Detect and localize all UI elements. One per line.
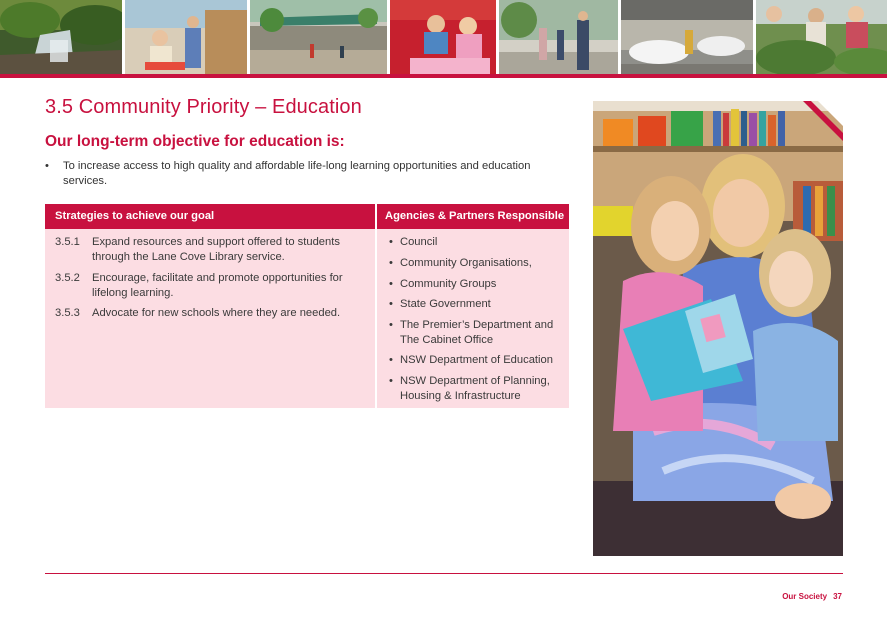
agency-item [389, 256, 564, 271]
agency-text: The Premier’s Department and The Cabinet Office [400, 319, 554, 346]
agency-item [389, 353, 564, 368]
column-divider [375, 204, 377, 408]
table-header [45, 204, 569, 229]
header-agencies: Agencies & Partners Responsible [385, 210, 565, 222]
footer-section-label: Our Society [782, 592, 828, 601]
strategy-text: Encourage, facilitate and promote opportunities for lifelong learning. [92, 272, 343, 299]
strategy-number: 3.5.1 [55, 236, 80, 248]
bullet-icon: • [389, 319, 393, 331]
banner-photo-children-playing [125, 0, 247, 74]
banner-photo-waterfall [0, 0, 122, 74]
bullet-icon: • [389, 257, 393, 269]
banner-divider [0, 74, 887, 78]
objective-bullet [45, 159, 555, 189]
footer-divider [45, 573, 843, 574]
banner-photo-community-garden [756, 0, 887, 74]
bullet-icon: • [389, 298, 393, 310]
agency-text: NSW Department of Planning, Housing & Infrastructure [400, 375, 550, 402]
banner-photo-kids-reading [390, 0, 496, 74]
strategy-item [55, 235, 365, 265]
banner-photo-electric-cars [621, 0, 753, 74]
agency-text: State Government [400, 298, 491, 310]
section-title: 3.5 Community Priority – Education [45, 96, 362, 118]
strategies-table [45, 204, 569, 408]
photo-banner [0, 0, 887, 74]
strategy-text: Advocate for new schools where they are needed. [92, 307, 341, 319]
agency-item [389, 318, 564, 348]
agency-text: Council [400, 236, 438, 248]
objective-heading: Our long-term objective for education is: [45, 133, 345, 150]
photo-family-reading [593, 101, 843, 556]
bullet-icon: • [389, 375, 393, 387]
strategy-item [55, 271, 365, 301]
strategy-number: 3.5.2 [55, 272, 80, 284]
agency-item [389, 277, 564, 292]
page-number: 37 [833, 592, 842, 601]
bullet-icon: • [45, 160, 49, 172]
page-footer [776, 592, 842, 601]
strategy-text: Expand resources and support offered to students through the Lane Cove Library service. [92, 236, 340, 263]
header-strategies: Strategies to achieve our goal [55, 210, 215, 222]
bullet-icon: • [389, 354, 393, 366]
agency-item [389, 297, 564, 312]
agency-text: Community Groups [400, 278, 497, 290]
banner-photo-plaza [250, 0, 387, 74]
strategy-item [55, 306, 365, 321]
agency-text: Community Organisations, [400, 257, 532, 269]
banner-photo-street-people [499, 0, 618, 74]
bullet-icon: • [389, 236, 393, 248]
bullet-icon: • [389, 278, 393, 290]
strategy-number: 3.5.3 [55, 307, 80, 319]
agency-item [389, 235, 564, 250]
agency-item [389, 374, 564, 404]
objective-text: To increase access to high quality and affordable life-long learning opportunities and education services. [63, 160, 531, 187]
agency-text: NSW Department of Education [400, 354, 553, 366]
